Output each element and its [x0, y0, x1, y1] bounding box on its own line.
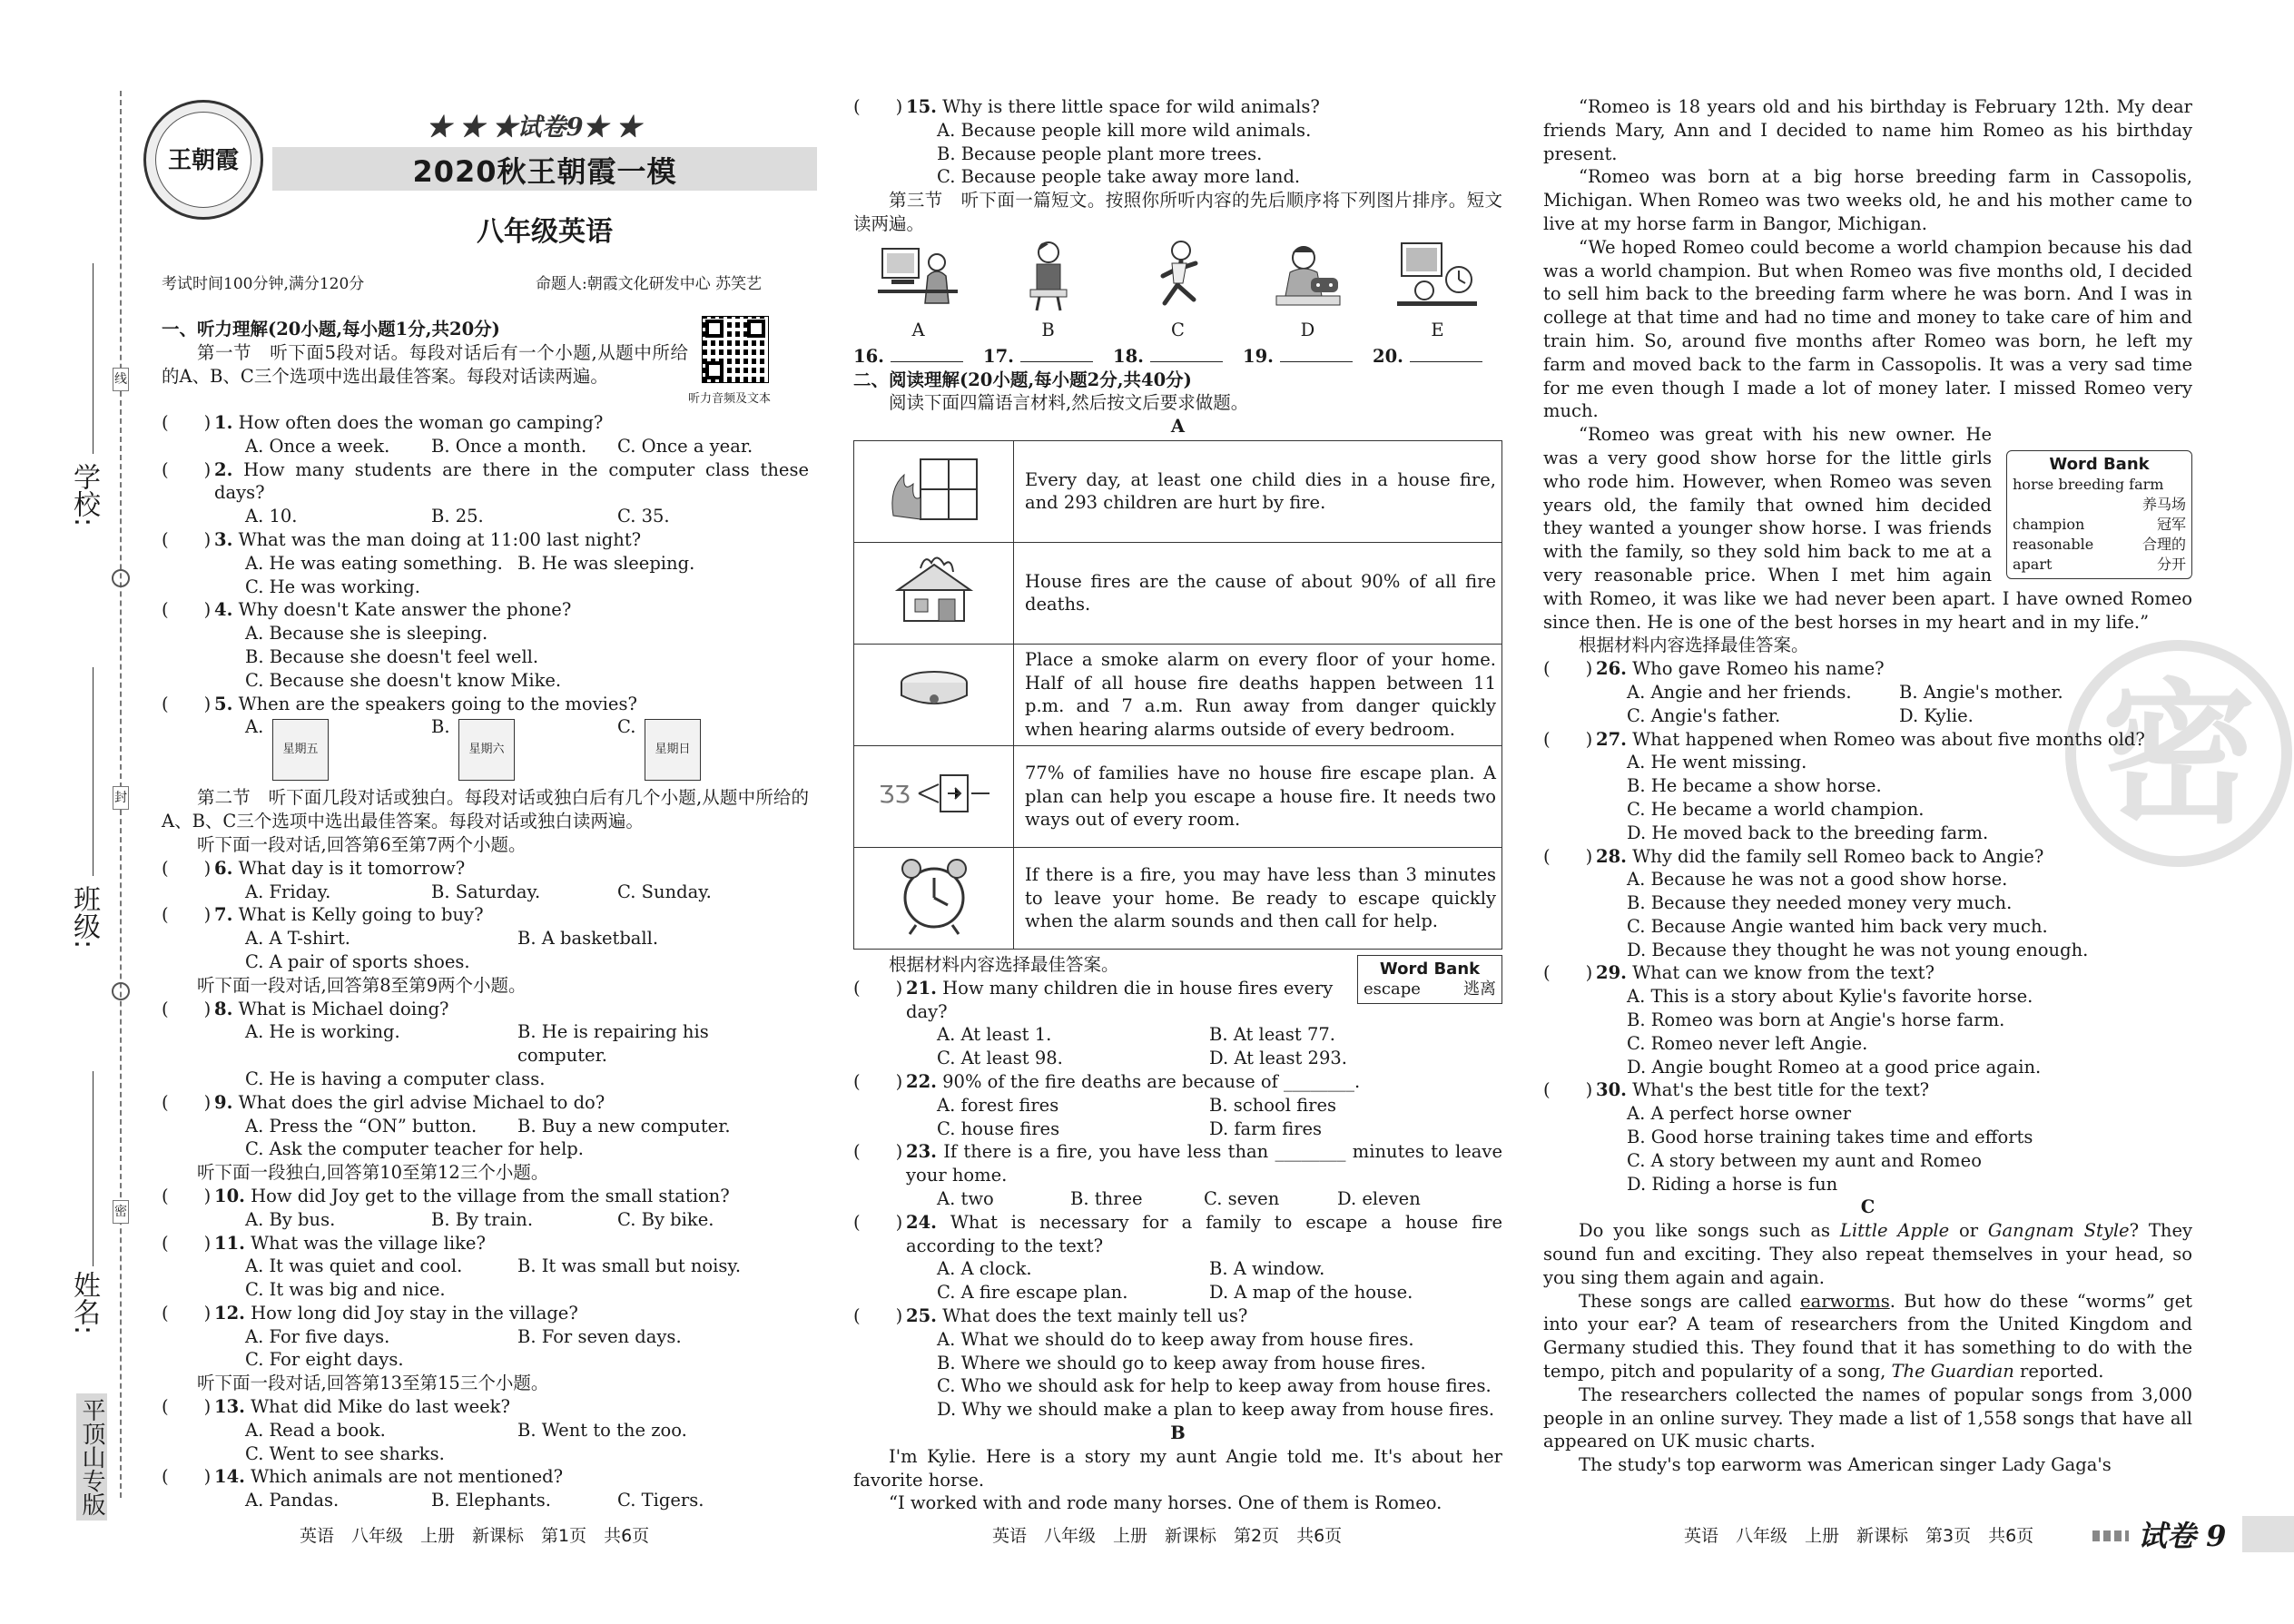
clock-computer-icon: [1397, 240, 1479, 312]
exam-author: 命题人:朝霞文化研发中心 苏笑艺: [536, 275, 763, 293]
table-row: If there is a fire, you may have less than 3 minutes to leave your home. Be ready to escape quickly when the alarm sounds and then call for help.: [854, 847, 1502, 949]
question-8: ( ) 8. What is Michael doing?: [162, 998, 449, 1019]
calendar-icon: 星期日: [645, 719, 701, 781]
corner-band: [2242, 1516, 2294, 1552]
decor-bars: [2092, 1530, 2129, 1541]
burning-house-icon: [854, 542, 1014, 644]
question-14: ( ) 14. Which animals are not mentioned?: [162, 1466, 564, 1488]
section-heading: 一、听力理解(20小题,每小题1分,共20分): [162, 319, 500, 340]
question-12: ( ) 12. How long did Joy stay in the village?: [162, 1302, 578, 1324]
passage-b-continued: Word Bank horse breeding farm 养马场 champion 冠军 reasonable 合理的 apart 分开 “Romeo was great with his new owner. He was a very good show horse for the little girls who rode him. However, when Romeo was seven years old, the family that owned him decided they wanted a younger show horse. I was friends with the family, so they sold him back to me at a very reasonable price. When I met him again with Romeo, it was like we had never been apart. I have owned Romeo since then. He is one of the best horses in my heart and in my life.”: [1543, 424, 2192, 633]
part3-instructions: 第三节 听下面一篇短文。按照你所听内容的先后顺序将下列图片排序。短文读两遍。: [853, 190, 1502, 234]
school-field[interactable]: [93, 263, 94, 454]
binding-margin: [0, 0, 162, 1624]
picture-options: [853, 240, 1502, 341]
passage-c-label: C: [1860, 1196, 1876, 1218]
binding-hole: [112, 569, 130, 587]
exam-title: 2020秋王朝霞一模: [412, 154, 677, 189]
calendar-options: A. 星期五 B. 星期六 C. 星期日: [162, 715, 809, 786]
table-row: Every day, at least one child dies in a house fire, and 293 children are hurt by fire.: [854, 440, 1502, 542]
confidential-watermark: 密: [2065, 640, 2292, 867]
question-27: ( ) 27. What happened when Romeo was about five months old?: [1543, 728, 2145, 750]
class-label: 班级:: [68, 885, 100, 950]
calendar-icon: 星期六: [458, 719, 515, 781]
question-15: ( ) 15. Why is there little space for wild animals?: [853, 96, 1320, 117]
question-29: ( ) 29. What can we know from the text?: [1543, 962, 1935, 984]
sitting-boy-icon: [1008, 240, 1089, 312]
column-2: ( ) 15. Why is there little space for wild animals? A. Because people kill more wild animals. B. Because people plant more trees. C. Because people take away more land. 第三节 听下面一篇短文。按照你所听内容的先后顺序将下列图片排序。短文读两遍。 A B C D E 16. 17. 18. 19. 20. 二、阅读理解(20小题,每小题2分,共40分) 阅读下面四篇语言材料,然后按文后要求做题。 A Every day, at least one child dies in a house fire, and 293 children are hurt by fire. House fires are the cause of about 90% of all fire deaths. Place a smoke alarm on every floor of your home. Half of all house fire deaths happen between 11 p.m. and 7 a.m. Run away from danger quickly when hearing alarms outside of every bedroom. ƷƷ 77% of families have no house fire escape plan. A plan can help you escape a house fire. It needs two ways out of every room. If there is a fire, you may have less than 3 minutes to leave your home. Be ready to escape quickly when the alarm sounds and then call for help. Word Bank escape 逃离 根据材料内容选择最佳答案。 ( ) 21. How many children die in house fires every day? A. At least 1. B. At least 77. C. At least 98. D. At least 293. ( ) 22. 90% of the fire deaths are because of ________. A. forest fires B. school fires C. house fires D. farm fires ( ) 23. If there is a fire, you have less than ________ minutes to leave your home. A. two B. three C. seven D. eleven ( ) 24. What is necessary for a family to escape a house fire according to the text? A. A clock. B. A window. C. A fire escape plan. D. A map of the house. ( ) 25. What does the text mainly tell us? A. What we should do to keep away from house fires. B. Where we should go to keep away from house fires. C. Who we should ask for help to keep away from house fires. D. Why we should make a plan to keep away from house fires. B I'm Kylie. Here is a story my aunt Angie told me. It's about her favorite horse. “I worked with and rode many horses. One of them is Romeo.: [853, 96, 1502, 1514]
qr-code[interactable]: [702, 316, 769, 383]
question-30: ( ) 30. What's the best title for the text?: [1543, 1079, 1930, 1101]
question-4: ( ) 4. Why doesn't Kate answer the phone?: [162, 599, 572, 621]
picture-e: E: [1393, 240, 1483, 341]
question-21: ( ) 21. How many children die in house fires every day?: [853, 977, 1334, 1022]
binding-hole: [112, 982, 130, 1000]
window-icon: [854, 440, 1014, 542]
exam-info: 考试时间100分钟,满分120分: [162, 275, 365, 293]
question-7: ( ) 7. What is Kelly going to buy?: [162, 904, 484, 926]
listening-section-heading: [162, 318, 688, 388]
reading-section-heading: 二、阅读理解(20小题,每小题2分,共40分): [853, 369, 1192, 390]
word-bank-b: Word Bank horse breeding farm 养马场 champion 冠军 reasonable 合理的 apart 分开: [2006, 450, 2192, 579]
alarm-clock-icon: [854, 847, 1014, 949]
page-footer-2: 英语 八年级 上册 新课标 第2页 共6页: [992, 1526, 1343, 1546]
gaming-boy-icon: [1267, 240, 1349, 312]
answer-blanks: 16. 17. 18. 19. 20.: [853, 345, 1502, 369]
logo-text: 王朝霞: [155, 112, 251, 208]
passage-c-p1: Do you like songs such as Little Apple or Gangnam Style? They sound fun and exciting. They also repeat themselves in your head, so you sing them again and again.: [1543, 1220, 2193, 1288]
table-row: ƷƷ 77% of families have no house fire escape plan. A plan can help you escape a house fire. It needs two ways out of every room.: [854, 745, 1502, 847]
calendar-icon: 星期五: [272, 719, 329, 781]
edition-tag: 平顶山专版: [76, 1393, 107, 1521]
question-13: ( ) 13. What did Mike do last week?: [162, 1396, 510, 1418]
name-field[interactable]: [93, 1071, 94, 1266]
page-footer-3: 英语 八年级 上册 新课标 第3页 共6页: [1684, 1526, 2034, 1546]
question-5: ( ) 5. When are the speakers going to the movies?: [162, 693, 637, 714]
column-3: “Romeo is 18 years old and his birthday is February 12th. My dear friends Mary, Ann and I decided to name him Romeo as his birthday present. “Romeo was born at a big horse breeding farm in Cassopolis, Michigan. When Romeo was two weeks old, he and his mother came to live at my horse farm in Bangor, Michigan. “We hoped Romeo could become a world champion because his dad was a world champion. But when Romeo was five months old, I decided to sell him back to the breeding farm where he was born. And I was in college at that time and had no time and money to take care of him and train him. So, around five months after Romeo was born, he left my farm and moved back to the farm in Cassopolis. It was a very sad time for me even though I made a lot of money later. I missed Romeo very much. Word Bank horse breeding farm 养马场 champion 冠军 reasonable 合理的 apart 分开 “Romeo was great with his new owner. He was a very good show horse for the little girls who rode him. However, when Romeo was seven years old, the family that owned him decided they wanted a younger show horse. I was friends with the family, so they sold him back to me at a very reasonable price. When I met him again with Romeo, it was like we had never been apart. I have owned Romeo since then. He is one of the best horses in my heart and in my life.” 根据材料内容选择最佳答案。 ( ) 26. Who gave Romeo his name? A. Angie and her friends. B. Angie's mother. C. Angie's father. D. Kylie. ( ) 27. What happened when Romeo was about five months old? A. He went missing. B. He became a show horse. C. He became a world champion. D. He moved back to the breeding farm. ( ) 28. Why did the family sell Romeo back to Angie? A. Because he was not a good show horse. B. Because they needed money very much. C. Because Angie wanted him back very much. D. Because they thought he was not young enough. ( ) 29. What can we know from the text? A. This is a story about Kylie's favorite horse. B. Romeo was born at Angie's horse farm. C. Romeo never left Angie. D. Angie bought Romeo at a good price again. ( ) 30. What's the best title for the text? A. A perfect horse owner B. Good horse training takes time and efforts C. A story between my aunt and Romeo D. Riding a horse is fun C Do you like songs such as Little Apple or Gangnam Style? They sound fun and exciting. They also repeat themselves in your head, so you sing them again and again. These songs are called earworms. But how do these “worms” get into your ear? A team of researchers from the United Kingdom and Germany studied this. They found that it has something to do with the tempo, pitch and popularity of a song, The Guardian reported. The researchers collected the names of popular songs from 3,000 people in an online survey. They made a list of 1,558 songs that have all appeared on UK music charts. The study's top earworm was American singer Lady Gaga's: [1543, 96, 2193, 1476]
question-3: ( ) 3. What was the man doing at 11:00 last night?: [162, 528, 642, 550]
table-row: Place a smoke alarm on every floor of your home. Half of all house fire deaths happen between 11 p.m. and 7 a.m. Run away from danger quickly when hearing alarms outside of every bedroom.: [854, 644, 1502, 745]
picture-b: B: [1003, 240, 1094, 341]
escape-plan-icon: [854, 745, 1014, 847]
question-11: ( ) 11. What was the village like?: [162, 1232, 486, 1254]
passage-a-questions: Word Bank escape 逃离 根据材料内容选择最佳答案。 ( ) 21. How many children die in house fires every day? A. At least 1. B. At least 77. C. At least 98. D. At least 293. ( ) 22. 90% of the fire deaths are because of ________. A. forest fires B. school fires C. house fires D. farm fires ( ) 23. If there is a fire, you have less than ________ minutes to leave your home. A. two B. three C. seven D. eleven ( ) 24. What is necessary for a family to escape a house fire according to the text? A. A clock. B. A window. C. A fire escape plan. D. A map of the house. ( ) 25. What does the text mainly tell us? A. What we should do to keep away from house fires. B. Where we should go to keep away from house fires. C. Who we should ask for help to keep away from house fires. D. Why we should make a plan to keep away from house fires. B I'm Kylie. Here is a story my aunt Angie told me. It's about her favorite horse. “I worked with and rode many horses. One of them is Romeo.: [853, 953, 1502, 1514]
name-label: 姓名:: [68, 1271, 100, 1335]
question-23: ( ) 23. If there is a fire, you have less than ________ minutes to leave your home.: [853, 1141, 1502, 1186]
table-row: House fires are the cause of about 90% of all fire deaths.: [854, 542, 1502, 644]
passage-a-label: A: [1170, 416, 1186, 438]
column-1: ( ) 1. How often does the woman go camping? A. Once a week. B. Once a month. C. Once a year. ( ) 2. How many students are there in the computer class these days? A. 10. B. 25. C. 35. ( ) 3. What was the man doing at 11:00 last night? A. He was eating something. B. He was sleeping. C. He was working. ( ) 4. Why doesn't Kate answer the phone? A. Because she is sleeping. B. Because she doesn't feel well. C. Because she doesn't know Mike. ( ) 5. When are the speakers going to the movies? A. 星期五 B. 星期六 C. 星期日 第二节 听下面几段对话或独白。每段对话或独白后有几个小题,从题中所给的A、B、C三个选项中选出最佳答案。每段对话或独白读两遍。 听下面一段对话,回答第6至第7两个小题。 ( ) 6. What day is it tomorrow? A. Friday. B. Saturday. C. Sunday. ( ) 7. What is Kelly going to buy? A. A T-shirt. B. A basketball. C. A pair of sports shoes. 听下面一段对话,回答第8至第9两个小题。 ( ) 8. What is Michael doing? A. He is working. B. He is repairing his computer. C. He is having a computer class. ( ) 9. What does the girl advise Michael to do? A. Press the “ON” button. B. Buy a new computer. C. Ask the computer teacher for help. 听下面一段独白,回答第10至第12三个小题。 ( ) 10. How did Joy get to the village from the small station? A. By bus. B. By train. C. By bike. ( ) 11. What was the village like? A. It was quiet and cool. B. It was small but noisy. C. It was big and nice. ( ) 12. How long did Joy stay in the village? A. For five days. B. For seven days. C. For eight days. 听下面一段对话,回答第13至第15三个小题。 ( ) 13. What did Mike do last week? A. Read a book. B. Went to the zoo. C. Went to see sharks. ( ) 14. Which animals are not mentioned? A. Pandas. B. Elephants. C. Tigers.: [162, 412, 809, 1511]
seal-mark-seal: 封: [113, 786, 129, 810]
picture-c: C: [1133, 240, 1224, 341]
word-bank-a: Word Bank escape 逃离: [1357, 955, 1502, 1004]
smoke-alarm-icon: [854, 644, 1014, 745]
question-25: ( ) 25. What does the text mainly tell us?: [853, 1304, 1248, 1326]
question-6: ( ) 6. What day is it tomorrow?: [162, 857, 466, 879]
question-9: ( ) 9. What does the girl advise Michael to do?: [162, 1091, 605, 1113]
paper-tag: 试卷 9: [2138, 1519, 2227, 1553]
question-26: ( ) 26. Who gave Romeo his name?: [1543, 658, 1885, 680]
seal-mark-dense: 密: [113, 1200, 129, 1224]
page-footer-1: 英语 八年级 上册 新课标 第1页 共6页: [300, 1526, 650, 1546]
part1-instructions: 第一节 听下面5段对话。每段对话后有一个小题,从题中所给的A、B、C三个选项中选出最佳答案。每段对话读两遍。: [162, 341, 688, 387]
passage-b-label: B: [1170, 1422, 1186, 1443]
passage-c-p2: These songs are called earworms. But how do these “worms” get into your ear? A team of researchers from the United Kingdom and Germany studied this. They found that it has something to do with the tempo, pitch and popularity of a song, The Guardian reported.: [1543, 1290, 2193, 1383]
school-label: 学校:: [68, 463, 100, 527]
qr-caption: 听力音频及文本: [688, 392, 772, 406]
picture-a: A: [873, 240, 964, 341]
svg-text:ƷƷ: ƷƷ: [878, 782, 911, 810]
logo: [143, 100, 263, 220]
question-22: ( ) 22. 90% of the fire deaths are because of ________.: [853, 1070, 1361, 1092]
fire-facts-table: [853, 440, 1502, 950]
picture-d: D: [1263, 240, 1354, 341]
part2-instructions: 第二节 听下面几段对话或独白。每段对话或独白后有几个小题,从题中所给的A、B、C三个选项中选出最佳答案。每段对话或独白读两遍。: [162, 787, 809, 832]
question-10: ( ) 10. How did Joy get to the village from the small station?: [162, 1185, 730, 1206]
class-field[interactable]: [93, 667, 94, 876]
computer-user-icon: [878, 240, 960, 312]
question-1: ( ) 1. How often does the woman go camping?: [162, 412, 604, 433]
seal-mark-line: 线: [113, 368, 129, 391]
subject-title: 八年级英语: [477, 216, 613, 248]
question-24: ( ) 24. What is necessary for a family to escape a house fire according to the text?: [853, 1211, 1502, 1256]
question-2: ( ) 2. How many students are there in the computer class these days?: [162, 458, 809, 504]
paper-number: ★ ★ ★试卷9★ ★: [427, 113, 641, 142]
question-28: ( ) 28. Why did the family sell Romeo back to Angie?: [1543, 845, 2044, 867]
running-boy-icon: [1137, 240, 1219, 312]
